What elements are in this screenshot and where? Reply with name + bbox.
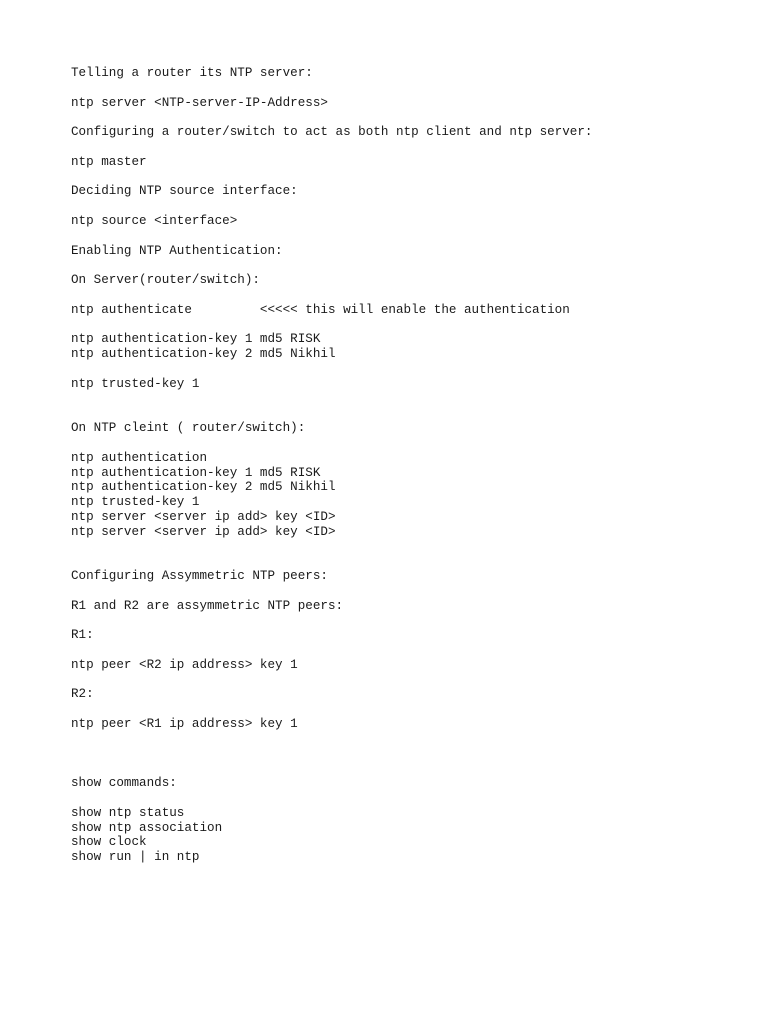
text-line: ntp server <NTP-server-IP-Address> xyxy=(71,95,328,110)
text-line: ntp authentication-key 1 md5 RISK xyxy=(71,465,321,480)
text-line xyxy=(71,362,731,377)
text-line: Configuring a router/switch to act as both ntp client and ntp server: xyxy=(71,125,593,140)
text-line xyxy=(71,540,731,555)
text-line: R2: xyxy=(71,687,94,702)
text-line: ntp authenticate <<<<< this will enable the authentication xyxy=(71,302,570,317)
text-line xyxy=(71,392,731,407)
text-line: ntp server <server ip add> key <ID> xyxy=(71,509,336,524)
text-line: ntp peer <R2 ip address> key 1 xyxy=(71,657,298,672)
text-line: Configuring Assymmetric NTP peers: xyxy=(71,569,328,584)
text-line xyxy=(71,732,731,747)
text-line: On Server(router/switch): xyxy=(71,273,260,288)
text-line xyxy=(71,702,731,717)
text-line: Deciding NTP source interface: xyxy=(71,184,298,199)
text-line: ntp trusted-key 1 xyxy=(71,376,200,391)
text-line: R1 and R2 are assymmetric NTP peers: xyxy=(71,598,344,613)
text-line xyxy=(71,318,731,333)
text-line xyxy=(71,613,731,628)
text-line xyxy=(71,554,731,569)
text-line: ntp trusted-key 1 xyxy=(71,495,200,510)
text-line xyxy=(71,170,731,185)
text-line: Enabling NTP Authentication: xyxy=(71,243,283,258)
text-line: On NTP cleint ( router/switch): xyxy=(71,421,306,436)
text-line xyxy=(71,258,731,273)
text-line: ntp server <server ip add> key <ID> xyxy=(71,524,336,539)
text-line: ntp authentication-key 2 md5 Nikhil xyxy=(71,347,336,362)
text-line xyxy=(71,791,731,806)
text-line: ntp peer <R1 ip address> key 1 xyxy=(71,717,298,732)
text-line: R1: xyxy=(71,628,94,643)
text-line: show commands: xyxy=(71,776,177,791)
text-line: ntp master xyxy=(71,154,147,169)
text-line xyxy=(71,81,731,96)
document-page xyxy=(71,66,731,865)
text-line: ntp authentication xyxy=(71,450,208,465)
text-line: show clock xyxy=(71,835,147,850)
text-line: ntp source <interface> xyxy=(71,213,238,228)
text-line xyxy=(71,406,731,421)
text-line xyxy=(71,643,731,658)
text-line xyxy=(71,199,731,214)
text-line: Telling a router its NTP server: xyxy=(71,66,313,80)
text-line xyxy=(71,761,731,776)
text-line xyxy=(71,288,731,303)
text-line: ntp authentication-key 1 md5 RISK xyxy=(71,332,321,347)
text-line: show ntp status xyxy=(71,805,185,820)
text-line xyxy=(71,110,731,125)
text-line: show run | in ntp xyxy=(71,850,200,865)
text-line xyxy=(71,584,731,599)
text-line: show ntp association xyxy=(71,820,223,835)
text-line xyxy=(71,140,731,155)
text-line xyxy=(71,436,731,451)
text-line xyxy=(71,229,731,244)
text-line xyxy=(71,673,731,688)
text-line xyxy=(71,747,731,762)
text-line: ntp authentication-key 2 md5 Nikhil xyxy=(71,480,336,495)
